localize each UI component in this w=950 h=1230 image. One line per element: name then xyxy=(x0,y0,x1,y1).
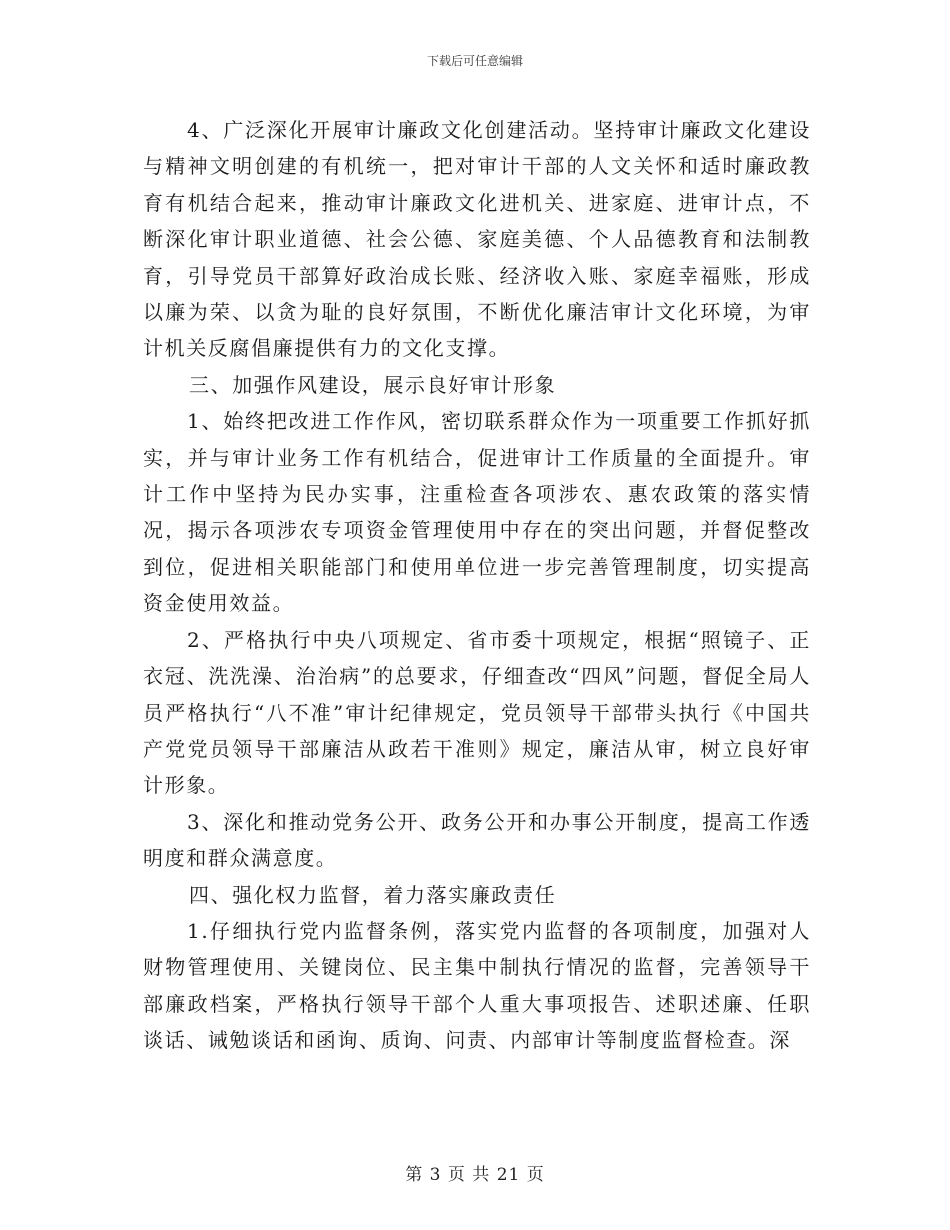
paragraph-item-3: 3、深化和推动党务公开、政务公开和办事公开制度，提高工作透明度和群众满意度。 xyxy=(143,809,811,871)
page-number-footer: 第 3 页 共 21 页 xyxy=(405,1165,545,1185)
section-heading-4: 四、强化权力监督，着力落实廉政责任 xyxy=(189,882,557,907)
paragraph-item-2: 2、严格执行中央八项规定、省市委十项规定，根据“照镜子、正衣冠、洗洗澡、治治病”的总要求，仔细查改“四风”问题，督促全局人员严格执行“八不准”审计纪律规定，党员领导干部带头执行《中国共产党党员领导干部廉洁从政若干准则》规定，廉洁从审，树立良好审计形象。 xyxy=(143,627,811,798)
paragraph-item-1b: 1.仔细执行党内监督条例，落实党内监督的各项制度，加强对人财物管理使用、关键岗位、民主集中制执行情况的监督，完善领导干部廉政档案，严格执行领导干部个人重大事项报告、述职述廉、任职谈话、诫勉谈话和函询、质询、问责、内部审计等制度监督检查。深 xyxy=(143,918,811,1053)
section-heading-3: 三、加强作风建设，展示良好审计形象 xyxy=(189,372,557,397)
paragraph-item-1: 1、始终把改进工作作风，密切联系群众作为一项重要工作抓好抓实，并与审计业务工作有机结合，促进审计工作质量的全面提升。审计工作中坚持为民办实事，注重检查各项涉农、惠农政策的落实情况，揭示各项涉农专项资金管理使用中存在的突出问题，并督促整改到位，促进相关职能部门和使用单位进一步完善管理制度，切实提高资金使用效益。 xyxy=(143,409,811,616)
paragraph-item-4: 4、广泛深化开展审计廉政文化创建活动。坚持审计廉政文化建设与精神文明创建的有机统一，把对审计干部的人文关怀和适时廉政教育有机结合起来，推动审计廉政文化进机关、进家庭、进审计点，不断深化审计职业道德、社会公德、家庭美德、个人品德教育和法制教育，引导党员干部算好政治成长账、经济收入账、家庭幸福账，形成以廉为荣、以贪为耻的良好氛围，不断优化廉洁审计文化环境，为审计机关反腐倡廉提供有力的文化支撑。 xyxy=(143,118,811,361)
document-body xyxy=(143,112,811,1059)
page-header: 下载后可任意编辑 xyxy=(426,54,523,68)
